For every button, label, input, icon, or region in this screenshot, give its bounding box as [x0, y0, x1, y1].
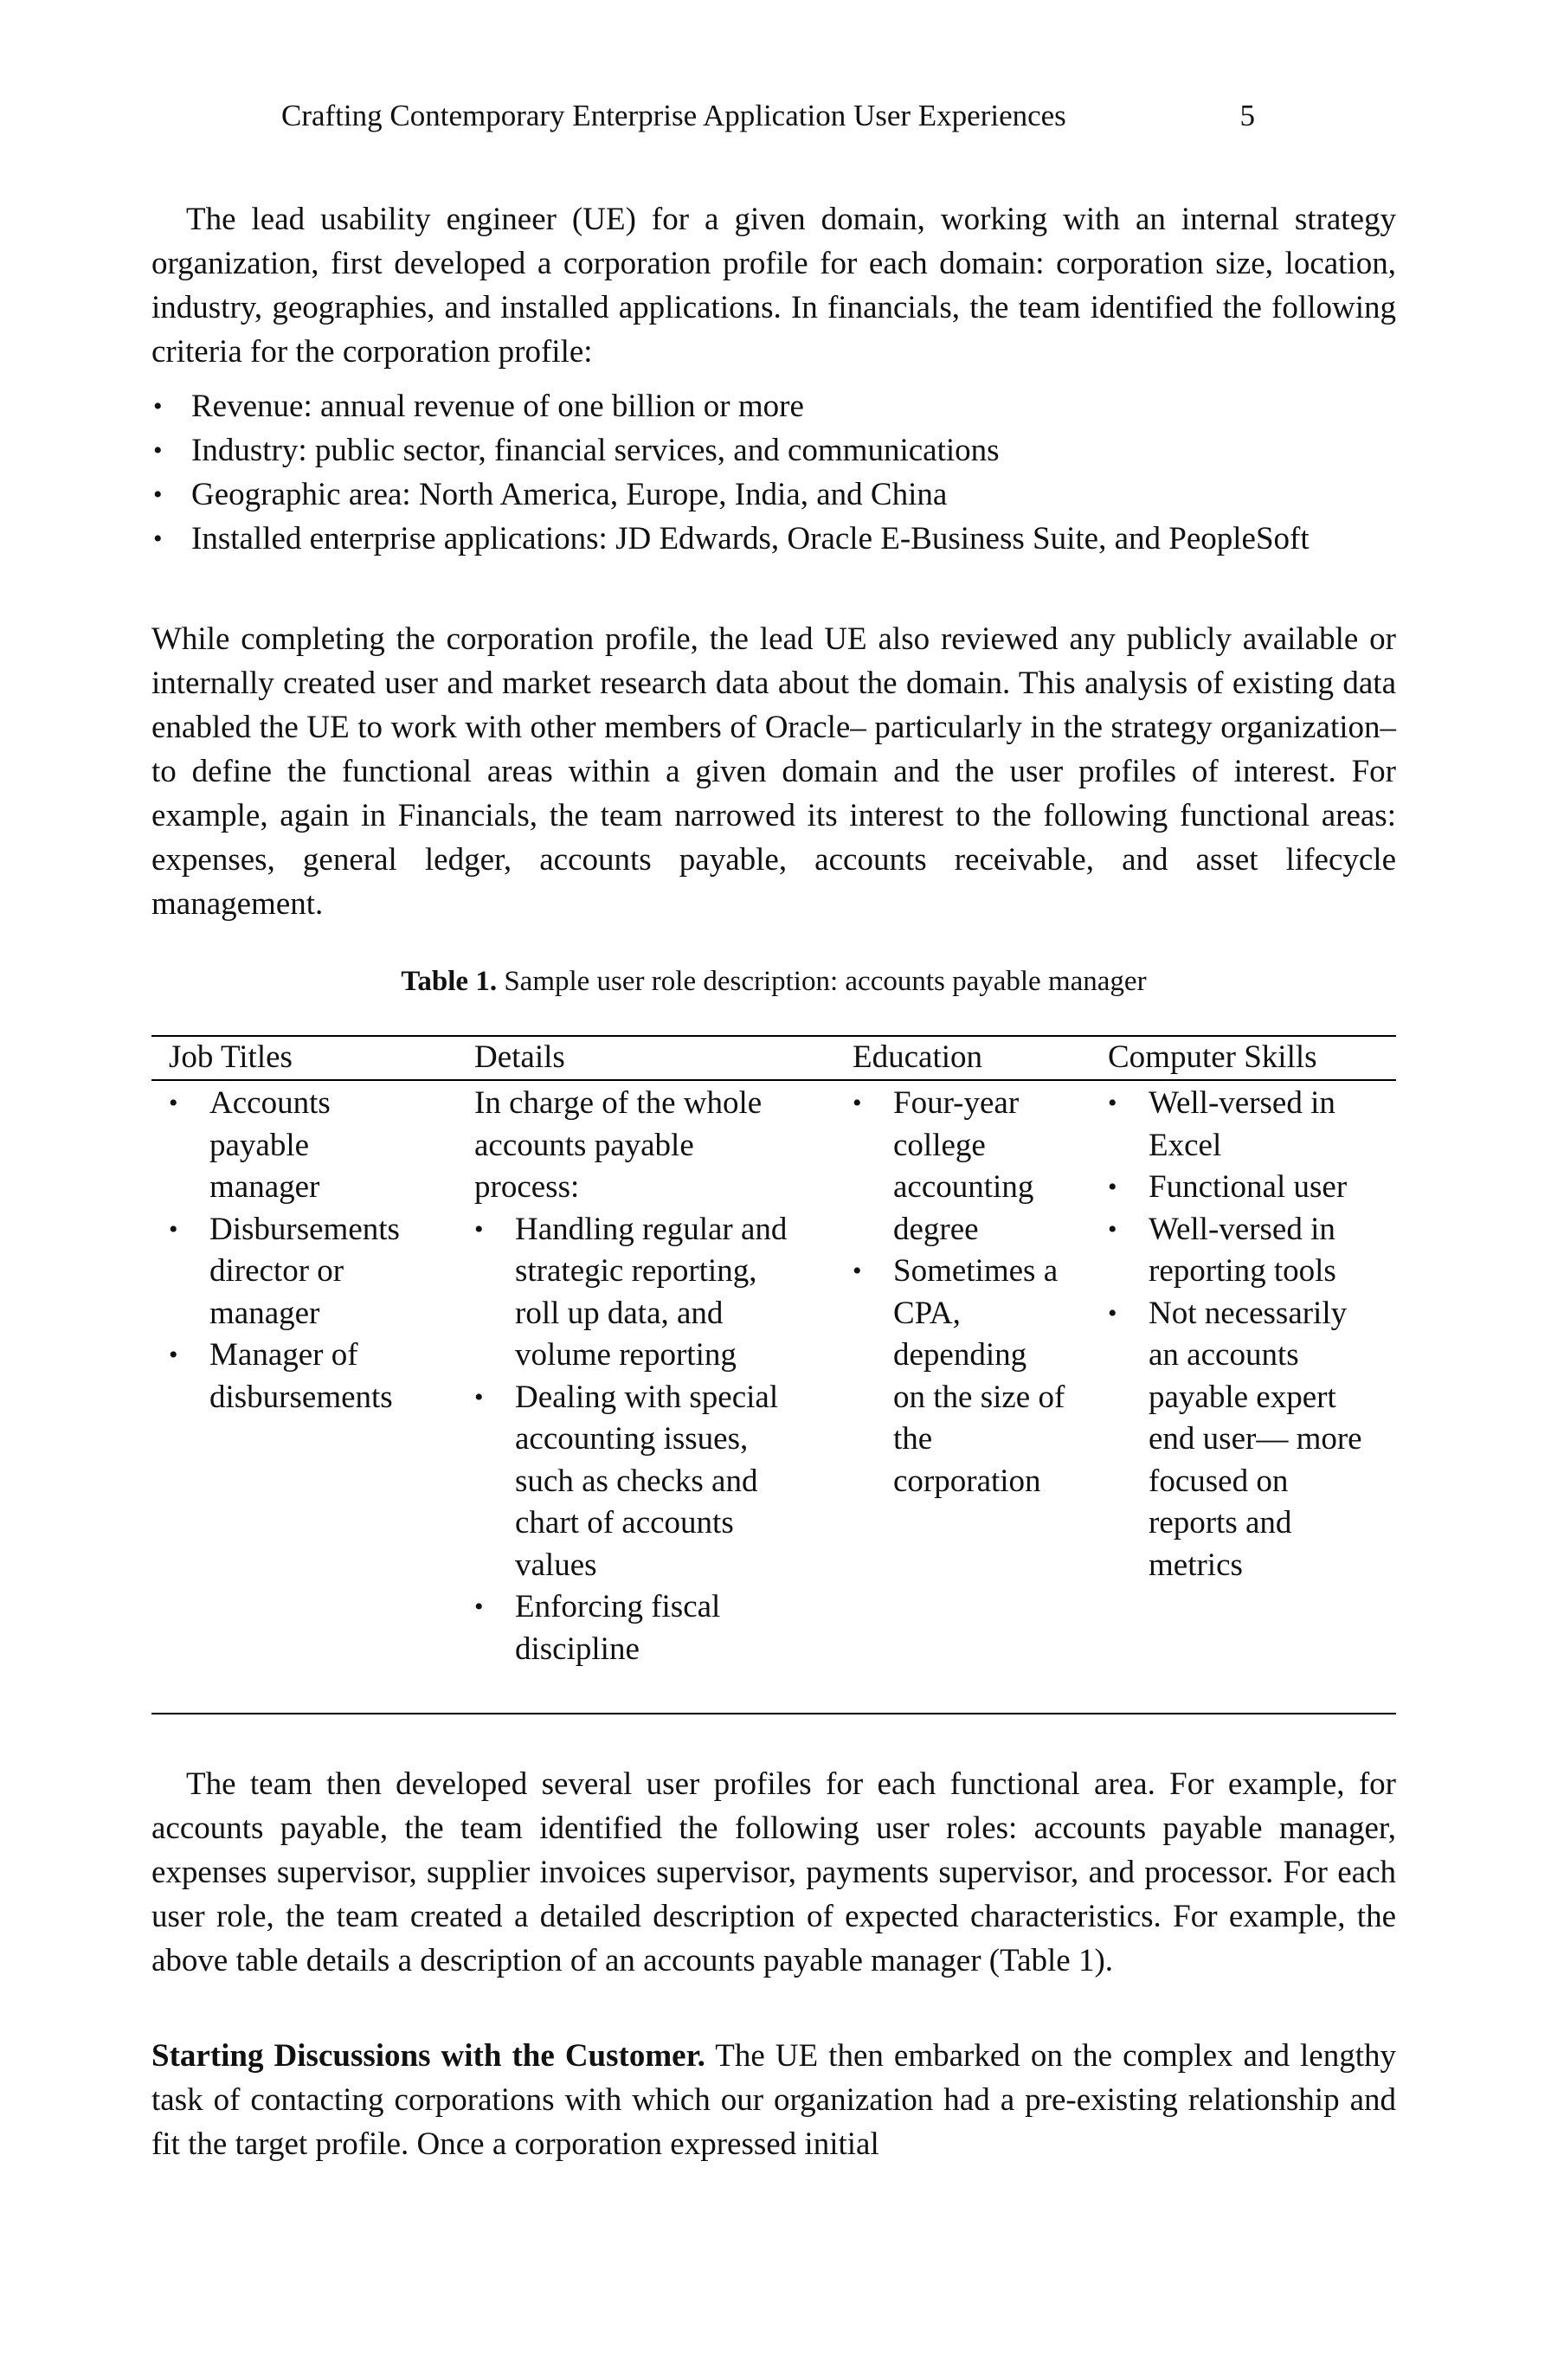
bullet-icon: •: [474, 1592, 484, 1621]
list-item: • Enforcing fiscal discipline: [474, 1586, 855, 1670]
bullet-icon: •: [169, 1341, 178, 1369]
details-intro: In charge of the whole accounts payable process:: [474, 1085, 763, 1205]
cell-job-titles: [169, 1083, 454, 1418]
table-header-row: [151, 1037, 1396, 1081]
cell-details: [474, 1083, 855, 1670]
column-header-job-titles: Job Titles: [169, 1039, 293, 1075]
paragraph-corporation-profile: The lead usability engineer (UE) for a given domain, working with an internal strategy organization, first developed a corporation profile for each domain: corporation size, location, industry, geographies, and installed applications. In financials, the team identified the following criteria for the corporation profile:: [151, 202, 1396, 370]
bullet-icon: •: [474, 1214, 484, 1244]
list-item: • Industry: public sector, financial services, and communications: [151, 428, 1396, 473]
running-title: Crafting Contemporary Enterprise Application User Experiences: [281, 99, 1066, 132]
list-item: • Four-year college accounting degree: [853, 1083, 1104, 1251]
bullet-icon: •: [853, 1257, 862, 1285]
table-caption-text: Sample user role description: accounts payable manager: [497, 966, 1147, 997]
list-item: • Sometimes a CPA, depending on the size of the corporation: [853, 1251, 1104, 1502]
list-item: • Well-versed in reporting tools: [1108, 1209, 1393, 1293]
bullet-icon: •: [853, 1089, 862, 1117]
list-item: • Not necessarily an accounts payable expert end user— more focused on reports and metrics: [1108, 1293, 1393, 1587]
column-header-computer-skills: Computer Skills: [1108, 1039, 1317, 1075]
paragraph-starting-discussions: [151, 2034, 1396, 2166]
bullet-icon: •: [1108, 1089, 1117, 1117]
list-item: • Dealing with special accounting issues, such as checks and chart of accounts values: [474, 1377, 855, 1587]
paragraph-research-data: While completing the corporation profile, the lead UE also reviewed any publicly available or internally created user and market research data about the domain. This analysis of existing data enabled the UE to work with other members of Oracle– particularly in the strategy organization– to define the functional areas within a given domain and the user profiles of interest. For example, again in Financials, the team narrowed its interest to the following functional areas: expenses, general ledger, accounts payable, accounts receivable, and asset lifecycle management.: [151, 621, 1396, 922]
list-item: • Functional user: [1108, 1167, 1393, 1209]
running-header: [281, 97, 1255, 135]
bullet-icon: •: [153, 480, 163, 509]
column-header-details: Details: [474, 1039, 565, 1075]
page-number: 5: [1239, 99, 1255, 132]
bullet-icon: •: [1108, 1173, 1117, 1201]
bullet-icon: •: [1108, 1214, 1117, 1244]
list-item: • Accounts payable manager: [169, 1083, 454, 1209]
list-item: • Manager of disbursements: [169, 1335, 454, 1418]
cell-education: [853, 1083, 1104, 1502]
bullet-icon: •: [153, 524, 163, 553]
list-item: • Well-versed in Excel: [1108, 1083, 1393, 1167]
table-caption: [151, 962, 1396, 1000]
bullet-icon: •: [169, 1214, 178, 1244]
bullet-icon: •: [153, 436, 163, 465]
list-item: • Geographic area: North America, Europe, India, and China: [151, 473, 1396, 517]
list-item: • Revenue: annual revenue of one billion or more: [151, 384, 1396, 428]
list-item: • Handling regular and strategic reporting, roll up data, and volume reporting: [474, 1209, 855, 1377]
bullet-icon: •: [153, 392, 163, 421]
table-row: [151, 1081, 1396, 1713]
paragraph-user-profiles: The team then developed several user profiles for each functional area. For example, for accounts payable, the team identified the following user roles: accounts payable manager, expenses supervisor, supplier invoices supervisor, payments supervisor, and processor. For each user role, the team created a detailed description of expected characteristics. For example, the above table details a description of an accounts payable manager (Table 1).: [151, 1766, 1396, 1978]
table-caption-label: Table 1.: [401, 966, 498, 997]
bullet-icon: •: [1108, 1298, 1117, 1328]
list-item: • Installed enterprise applications: JD Edwards, Oracle E-Business Suite, and PeopleSoft: [151, 517, 1396, 561]
section-text: The UE then embarked on the complex and lengthy task of contacting corporations with which our organization had a pre-existing relationship and fit the target profile. Once a corporation expressed initial: [151, 2038, 1396, 2162]
criteria-list: [151, 384, 1396, 561]
bullet-icon: •: [474, 1382, 484, 1412]
section-run-in-heading: Starting Discussions with the Customer.: [151, 2038, 705, 2074]
column-header-education: Education: [853, 1039, 983, 1075]
list-item: • Disbursements director or manager: [169, 1209, 454, 1335]
bullet-icon: •: [169, 1089, 178, 1117]
user-role-table: [151, 1035, 1396, 1714]
cell-computer-skills: [1108, 1083, 1393, 1586]
